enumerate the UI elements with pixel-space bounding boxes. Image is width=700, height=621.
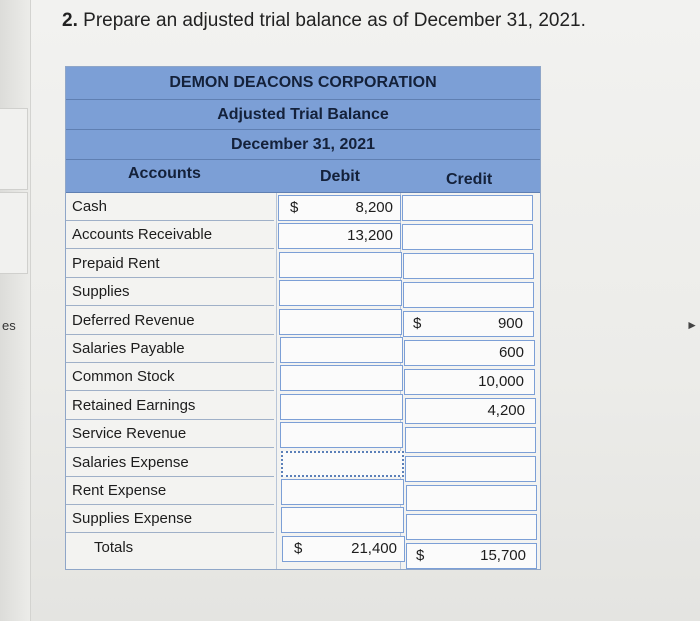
credit-amount: 900 — [497, 315, 523, 332]
account-label: Service Revenue — [72, 425, 187, 442]
credit-dollar-sign: $ — [416, 547, 425, 564]
credit-dollar-sign: $ — [413, 315, 422, 332]
next-arrow-icon[interactable]: ► — [686, 318, 698, 332]
report-title: Adjusted Trial Balance — [217, 106, 389, 123]
debit-amount: 21,400 — [351, 540, 397, 557]
question-heading — [62, 10, 586, 32]
debit-input[interactable] — [280, 365, 403, 391]
accounts-column-header: Accounts — [128, 165, 201, 182]
company-name: DEMON DEACONS CORPORATION — [169, 74, 437, 91]
row-divider — [66, 305, 274, 306]
debit-dollar-sign: $ — [294, 540, 303, 557]
credit-input[interactable] — [406, 485, 537, 511]
account-label: Salaries Expense — [72, 454, 189, 471]
credit-input[interactable] — [406, 514, 537, 540]
row-divider — [66, 476, 274, 477]
row-divider — [66, 334, 274, 335]
row-divider — [66, 220, 274, 221]
trial-balance-table — [65, 66, 541, 570]
debit-dollar-sign: $ — [290, 199, 299, 216]
side-label: es — [2, 318, 16, 333]
account-label: Cash — [72, 198, 108, 215]
row-divider — [66, 419, 274, 420]
report-title-header — [66, 100, 540, 130]
account-label: Deferred Revenue — [72, 312, 195, 329]
debit-input[interactable] — [280, 394, 403, 420]
left-panel — [0, 0, 31, 621]
left-panel-box — [0, 192, 28, 274]
debit-amount: 13,200 — [347, 227, 393, 244]
credit-amount: 15,700 — [480, 547, 526, 564]
company-name-header — [66, 67, 540, 100]
row-divider — [66, 532, 274, 533]
account-label: Supplies — [72, 283, 130, 300]
account-label: Retained Earnings — [72, 397, 196, 414]
debit-input[interactable] — [279, 280, 402, 306]
debit-input[interactable] — [279, 252, 402, 278]
credit-input[interactable] — [403, 282, 534, 308]
account-label: Supplies Expense — [72, 510, 193, 527]
credit-amount: 600 — [498, 344, 524, 361]
debit-input[interactable] — [281, 507, 404, 533]
debit-column-header: Debit — [320, 168, 360, 185]
account-label: Salaries Payable — [72, 340, 185, 357]
report-date-header — [66, 130, 540, 160]
column-divider — [276, 193, 277, 569]
credit-input[interactable] — [405, 427, 536, 453]
credit-amount: 4,200 — [487, 402, 525, 419]
credit-input[interactable] — [402, 224, 533, 250]
row-divider — [66, 248, 274, 249]
debit-input[interactable] — [281, 451, 404, 477]
account-label: Rent Expense — [72, 482, 167, 499]
row-divider — [66, 390, 274, 391]
account-label: Accounts Receivable — [72, 226, 213, 243]
credit-amount: 10,000 — [478, 373, 524, 390]
credit-input[interactable] — [405, 456, 536, 482]
left-panel-box — [0, 108, 28, 190]
credit-input[interactable] — [403, 253, 534, 279]
totals-label: Totals — [94, 539, 134, 556]
row-divider — [66, 504, 274, 505]
question-text: Prepare an adjusted trial balance as of December 31, 2021. — [83, 10, 586, 31]
report-date: December 31, 2021 — [230, 136, 376, 153]
debit-amount: 8,200 — [355, 199, 393, 216]
debit-input[interactable] — [281, 479, 404, 505]
debit-input[interactable] — [279, 309, 402, 335]
row-divider — [66, 447, 274, 448]
row-divider — [66, 277, 274, 278]
account-label: Common Stock — [72, 368, 175, 385]
credit-input[interactable] — [402, 195, 533, 221]
question-number: 2. — [62, 10, 78, 31]
debit-input[interactable] — [280, 422, 403, 448]
debit-input[interactable] — [280, 337, 403, 363]
account-label: Prepaid Rent — [72, 255, 160, 272]
credit-column-header: Credit — [446, 171, 493, 188]
row-divider — [66, 362, 274, 363]
